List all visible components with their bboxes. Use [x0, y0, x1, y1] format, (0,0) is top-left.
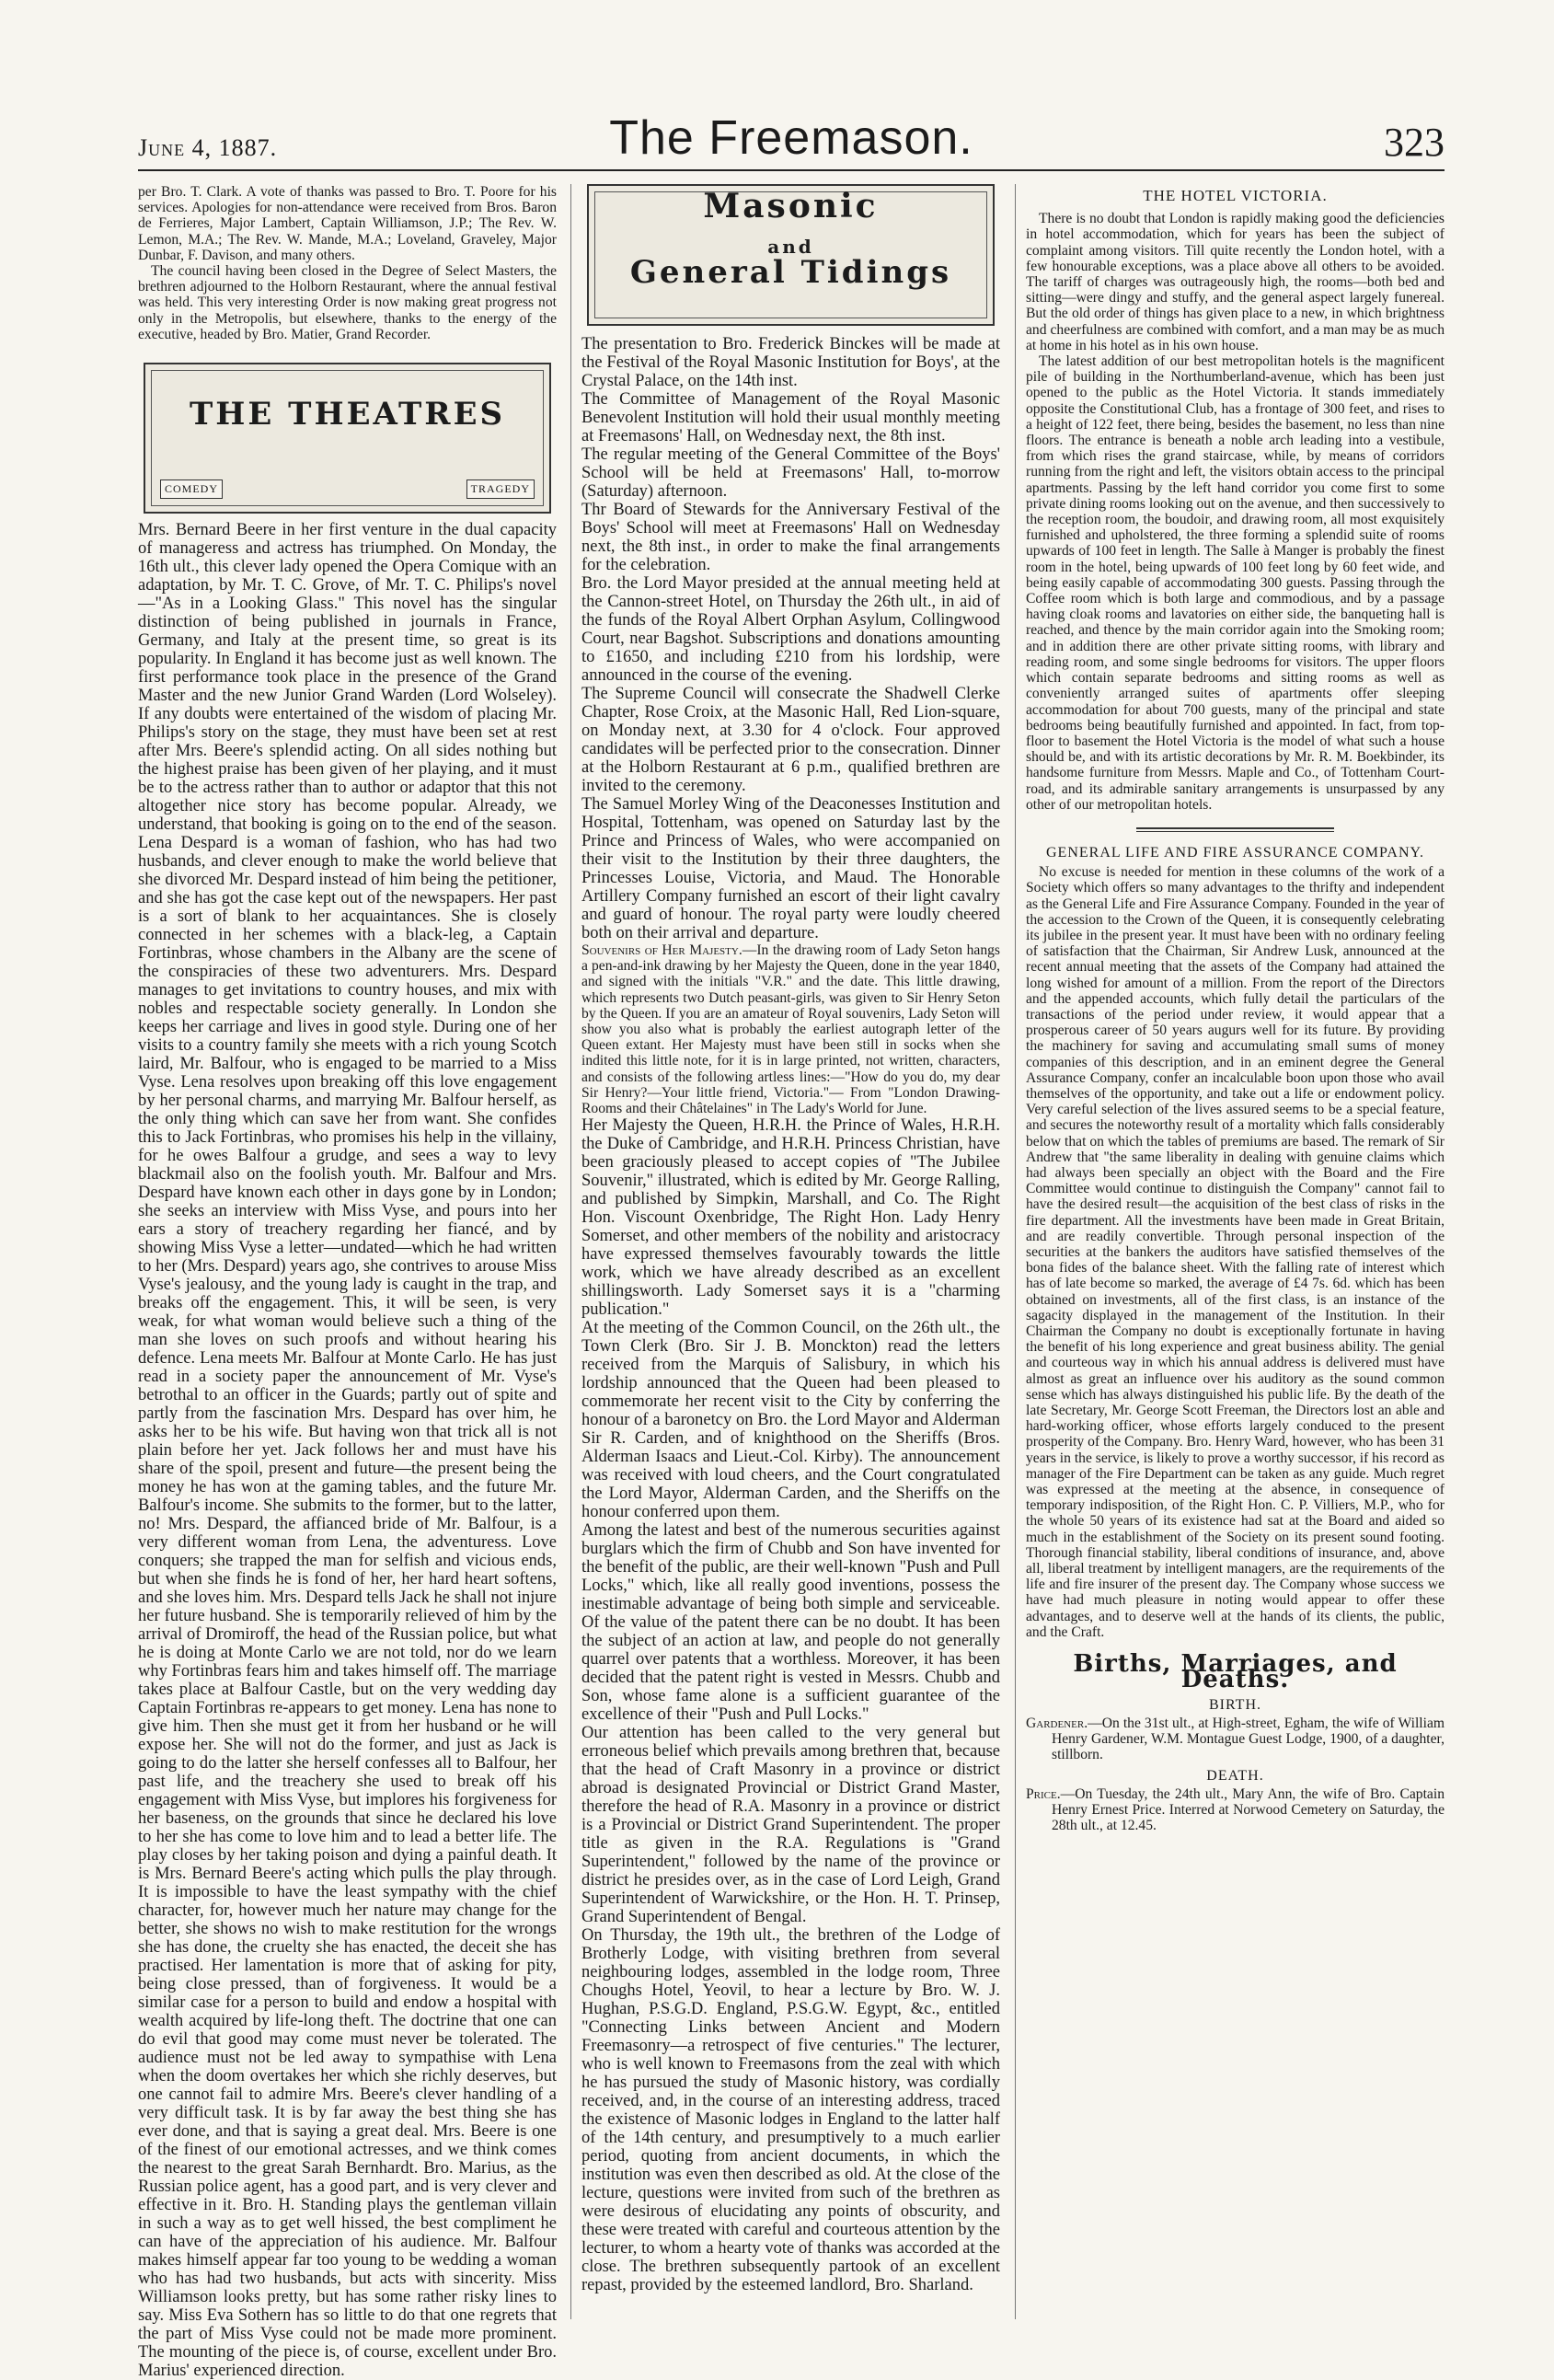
article-paragraph: per Bro. T. Clark. A vote of thanks was passed to Bro. T. Poore for his services. Apologies for non-attendance were received from Bros. Baron de Ferrieres, Major Lambert, Captain Williamson, J.P.; The Rev. W. Lemon, M.A.; The Rev. W. Mande, M.A.; Loveland, Graveley, Major Dunbar, F. Davison, and many others.: [138, 184, 557, 263]
section-heading: THE HOTEL VICTORIA.: [1143, 187, 1328, 204]
column-rule: [570, 184, 571, 2319]
theatre-review: Mrs. Bernard Beere in her first venture in the dual capacity of manageress and actress has triumphed. On Monday, the 16th ult., this clever lady opened the Opera Comique with an adaptation, by Mr. T. C. Grove, of Mr. T. C. Philips's novel—"As in a Looking Glass." This novel has the singular distinction of being published in journals in France, Germany, and Italy at the present time, so great is its popularity. In England it has become just as well known. The first performance took place in the presence of the Grand Master and the new Junior Grand Warden (Lord Wolseley). If any doubts were entertained of the wisdom of placing Mr. Philips's story on the stage, they must have been set at rest after Mrs. Beere's splendid acting. On all sides nothing but the highest praise has been given of her playing, and it must be to the actress rather than to author or adaptor that this not altogether nice story has become popular. Already, we understand, that booking is going on to the end of the season. Lena Despard is a woman of fashion, who has had two husbands, and clever enough to make the world believe that she divorced Mr. Despard instead of him being the petitioner, and she has got the case kept out of the newspapers. Her past is a sort of blank to her acquaintances. She is closely connected in her schemes with a black-leg, a Captain Fortinbras, whose chambers in the Albany are the scene of the conspiracies of these two adventurers. Mrs. Despard manages to get invitations to country houses, and mix with nobles and respectable society generally. In London she keeps her carriage and lives in good style. During one of her visits to a country family she meets with a rich young Scotch laird, Mr. Balfour, who is engaged to be married to a Miss Vyse. Lena resolves upon breaking off this love engagement by her personal charms, and marrying Mr. Balfour herself, as the only thing which can save her from want. She confides this to Jack Fortinbras, who promises his help in the villainy, for he owes Balfour a grudge, and sees a way to levy blackmail also on the foolish youth. Mr. Balfour and Mrs. Despard have known each other in days gone by in London; she seeks an interview with Miss Vyse, and pours into her ears a story of treachery regarding her fiancé, and by showing Miss Vyse a letter—undated—which he had written to her (Mrs. Despard) years ago, she contrives to arouse Miss Vyse's jealousy, and the young lady is caught in the trap, and breaks off the engagement. This, it will be seen, is very weak, for what woman would believe such a thing of the man she loves on such proofs and without hearing his defence. Lena meets Mr. Balfour at Monte Carlo. He has just read in a society paper the announcement of Mr. Vyse's betrothal to an officer in the Guards; partly out of spite and partly from the fascination Mrs. Despard has over him, he asks her to be his wife. But having won that trick all is not plain before her yet. Jack follows her and must have his share of the spoil, present and future—the present being the money he has won at the gaming tables, and the future Mr. Balfour's income. She submits to the former, but to the latter, no! Mrs. Despard, the affianced bride of Mr. Balfour, is a very different woman from Lena, the adventuress. Love conquers; she trapped the man for selfish and vicious ends, but when she finds he is fond of her, her hard heart softens, and she loves him. Mrs. Despard tells Jack he shall not injure her future husband. She is temporarily relieved of him by the arrival of Dromiroff, the head of the Russian police, but what he is doing at Monte Carlo we are not told, nor do we learn why Fortinbras fears him and takes himself off. The marriage takes place at Balfour Castle, but on the very wedding day Captain Fortinbras re-appears to get money. Lena has none to give him. Then she must get it from her husband or he will expose her. She will not do the former, and just as Jack is going to do the latter she herself confesses all to Balfour, her past life, and the treachery she used to break off his engagement with Miss Vyse, but implores his forgiveness for her baseness, on the grounds that since he declared his love to her she has come to love him and to lead a better life. The play closes by her taking poison and dying a painful death. It is Mrs. Bernard Beere's acting which pulls the play through. It is impossible to have the least sympathy with the chief character, for, however much her nature may change for the better, she shows no wish to make restitution for the wrongs she has done, the cruelty she has enacted, the deceit she has practised. Her lamentation is more that of asking for pity, being close pressed, than of forgiveness. It would be a similar case for a person to build and endow a hospital with wealth acquired by life-long theft. The doctrine that one can do evil that good may come must never be tolerated. The audience must not be led away to sympathise with Lena when the doom overtakes her which she richly deserves, but one cannot fail to admire Mrs. Beere's clever handling of a very difficult task. It is by far away the best thing she has ever done, and that is saying a great deal. Mrs. Beere is one of the finest of our emotional actresses, and we think comes the nearest to the great Sarah Bernhardt. Bro. Marius, as the Russian police agent, has a good part, and is very clever and effective in it. Bro. H. Standing plays the gentleman villain in such a way as to get well hissed, the best compliment he can have of the appreciation of his audience. Mr. Balfour makes himself appear far too young to be wedding a woman who has had two husbands, but acts with sincerity. Miss Williamson looks pretty, but has some rather risky lines to say. Miss Eva Sothern has so little to do that one regrets that the part of Miss Vyse could not be made more prominent. The mounting of the piece is, of course, excellent under Bro. Marius' experienced direction.: [138, 521, 557, 2380]
section-heading: GENERAL LIFE AND FIRE ASSURANCE COMPANY.: [1045, 844, 1425, 861]
death-notice: [1026, 1786, 1445, 1834]
column-1: [138, 184, 557, 2380]
page-number: 323: [1384, 120, 1445, 165]
tidings-item: Among the latest and best of the numerous securities against burglars which the firm of Chubb and Son have invented for the benefit of the public, are their well-known "Push and Pull Locks," which, like all really good inventions, possess the inestimable advantage of being both simple and serviceable. Of the value of the patent there can be no doubt. It has been the subject of an action at law, and people do not generally quarrel over patents that a worthless. Moreover, it has been decided that the patent right is vested in Messrs. Chubb and Son, whose fame alone is a sufficient guarantee of the excellence of their "Push and Pull Locks.": [581, 1521, 1000, 1725]
newspaper-page: [138, 110, 1445, 2380]
tidings-item: The Samuel Morley Wing of the Deaconesses Institution and Hospital, Tottenham, was opened on Saturday last by the Prince and Princess of Wales, who were accompanied on their visit to the Institution by their three daughters, the Princesses Louise, Victoria, and Maud. The Honorable Artillery Company furnished an escort of their light cavalry and guard of honour. The royal party were loudly cheered both on their arrival and departure.: [581, 795, 1000, 942]
tidings-item: Bro. the Lord Mayor presided at the annual meeting held at the Cannon-street Hotel, on Thursday the 26th ult., in aid of the funds of the Royal Albert Orphan Asylum, Collingwood Court, near Bagshot. Subscriptions and donations amounting to £1650, and including £210 from his lordship, were announced in the course of the evening.: [581, 574, 1000, 685]
masthead: [138, 110, 1445, 171]
column-2: [581, 184, 1000, 2324]
notice-text: —On the 31st ult., at High-street, Egham, the wife of William Henry Gardener, W.M. Montague Guest Lodge, 1900, of a daughter, stillborn.: [1052, 1715, 1445, 1763]
issue-date: June 4, 1887.: [138, 134, 278, 161]
masonic-tidings-banner: [587, 184, 995, 326]
tidings-item: [581, 942, 1000, 1116]
tidings-item: Our attention has been called to the very general but erroneous belief which prevails among brethren that, because that the head of Craft Masonry in a province or district abroad is designated Provincial or District Grand Master, therefore the head of R.A. Masonry in a province or district is a Provincial or District Grand Superintendent. The proper title as given in the R.A. Regulations is "Grand Superintendent," followed by the name of the province or district he presides over, as in the case of Lord Leigh, Grand Superintendent of Warwickshire, or the Hon. H. T. Prinsep, Grand Superintendent of Bengal.: [581, 1724, 1000, 1927]
newspaper-title: The Freemason.: [609, 111, 973, 165]
article-paragraph: The latest addition of our best metropolitan hotels is the magnificent pile of building in the Northumberland-avenue, which has been just opened to the public as the Hotel Victoria. It stands immediately opposite the Constitutional Club, has a frontage of 300 feet, and rises to a height of 122 feet, there being, besides the basement, no less than nine floors. The entrance is beneath a noble arch leading into a vestibule, from which rises the grand staircase, while, by means of corridors running from the right and left, the visitors obtain access to the principal apartments. Passing by the left hand corridor you come first to some private dining rooms looking out on the avenue, and then successively to the reception room, the boudoir, and drawing room, all most exquisitely furnished and upholstered, the three forming a splendid suite of rooms upwards of 100 feet in length. The Salle à Manger is probably the finest room in the hotel, being upwards of 100 feet long by 60 feet wide, and being easily capable of accommodating 300 guests. Passing through the Coffee room which is both large and commodious, and by a passage having cloak rooms and lavatories on either side, the banqueting hall is reached, and thence by the main corridor again into the Smoking room; and in addition there are other private sitting rooms, with library and reading room, and some single bedrooms for visitors. The upper floors which contain separate bedrooms and sitting rooms as well as conveniently arranged suites of apartments offer sleeping accommodation for about 700 guests, many of the principal and state bedrooms being beautifully furnished and appointed. In fact, from top-floor to basement the Hotel Victoria is the model of what such a house should be, and with its artistic decorations by Mr. R. M. Boekbinder, its handsome furniture from Messrs. Maple and Co., of Tottenham Court-road, and its admirable sanitary arrangements is unsurpassed by any other of our metropolitan hotels.: [1026, 353, 1445, 813]
tragedy-tag: TRAGEDY: [466, 479, 535, 499]
birth-heading: BIRTH.: [1208, 1697, 1262, 1714]
tidings-item: The Committee of Management of the Royal Masonic Benevolent Institution will hold their usual monthly meeting at Freemasons' Hall, on Wednesday next, the 8th inst.: [581, 390, 1000, 445]
tidings-item: At the meeting of the Common Council, on the 26th ult., the Town Clerk (Bro. Sir J. B. Monckton) read the letters received from the Marquis of Salisbury, in which his lordship announced that the Queen had been pleased to commemorate her recent visit to the City by conferring the honour of a baronetcy on Bro. the Lord Mayor and Alderman Sir R. Carden, and of knighthood on the Sheriffs (Bros. Alderman Isaacs and Lieut.-Col. Kirby). The announcement was received with loud cheers, and the Court congratulated the Lord Mayor, Alderman Carden, and the Sheriffs on the honour conferred upon them.: [581, 1319, 1000, 1522]
notice-text: —On Tuesday, the 24th ult., Mary Ann, the wife of Bro. Captain Henry Ernest Price. Interred at Norwood Cemetery on Saturday, the 28th ult., at 12.45.: [1052, 1785, 1445, 1833]
tidings-item: Thr Board of Stewards for the Anniversary Festival of the Boys' School will meet at Freemasons' Hall on Wednesday next, the 8th inst., in order to make the final arrangements for the celebration.: [581, 501, 1000, 574]
article-paragraph: There is no doubt that London is rapidly making good the deficiencies in hotel accommodation, which for years has been the subject of complaint among visitors. Till quite recently the London hotel, with a few honourable exceptions, was a place above all others to be avoided. The tariff of charges was outrageously high, the rooms—both bed and sitting—were dingy and stuffy, and the general aspect largely funereal. But the old order of things has given place to a new, in which brightness and cheerfulness are combined with comfort, and a man may be as much at home in his hotel as in his own house.: [1026, 211, 1445, 353]
death-heading: DEATH.: [1206, 1768, 1264, 1785]
article-paragraph: The council having been closed in the Degree of Select Masters, the brethren adjourned to the Holborn Restaurant, where the annual festival was held. This very interesting Order is now making great progress not only in the Metropolis, but elsewhere, thanks to the energy of the executive, headed by Bro. Matier, Grand Recorder.: [138, 263, 557, 342]
tidings-item: On Thursday, the 19th ult., the brethren of the Lodge of Brotherly Lodge, with visiting brethren from several neighbouring lodges, assembled in the lodge room, Three Choughs Hotel, Yeovil, to hear a lecture by Bro. W. J. Hughan, P.S.G.D. England, P.S.G.W. Egypt, &c., entitled "Connecting Links between Ancient and Modern Freemasonry—a retrospect of five centuries." The lecturer, who is well known to Freemasons from the zeal with which he has pursued the study of Masonic history, was cordially received, and, in the course of an interesting address, traced the existence of Masonic lodges in England to the latter half of the 14th century, and presumptively to a much earlier period, quoting from ancient documents, in which the institution was even then described as old. At the close of the lecture, questions were invited from such of the brethren as were desirous of elucidating any points of obscurity, and these were treated with careful and courteous attention by the lecturer, to whom a hearty vote of thanks was accorded at the close. The brethren subsequently partook of an excellent repast, provided by the esteemed landlord, Bro. Sharland.: [581, 1926, 1000, 2295]
tidings-item: The regular meeting of the General Committee of the Boys' School will be held at Freemasons' Hall, to-morrow (Saturday) afternoon.: [581, 445, 1000, 501]
births-marriages-deaths-heading: Births, Marriages, and Deaths.: [1073, 1650, 1398, 1694]
tidings-item: Her Majesty the Queen, H.R.H. the Prince of Wales, H.R.H. the Duke of Cambridge, and H.R.H. Princess Christian, have been graciously pleased to accept copies of "The Jubilee Souvenir," illustrated, which is edited by Mr. George Ralling, and published by Simpkin, Marshall, and Co. The Right Hon. Viscount Oxenbridge, The Right Hon. Lady Henry Somerset, and other members of the nobility and aristocracy have expressed themselves favourably towards the little work, which we have already described as an excellent shillingsworth. Lady Somerset says it is a "charming publication.": [581, 1116, 1000, 1320]
comedy-tag: COMEDY: [160, 479, 223, 499]
article-paragraph: No excuse is needed for mention in these columns of the work of a Society which offers so many advantages to the thrifty and independent as the General Life and Fire Assurance Company. Founded in the year of the accession to the Crown of the Queen, it is consequently celebrating its jubilee in the present year. It must have been with no ordinary feeling of satisfaction that the Chairman, Sir Andrew Lusk, announced at the recent annual meeting that the assets of the Company had attained the long wished for amount of a million. From the report of the Directors and the appended accounts, which fully detail the particulars of the transactions of the period under review, it would appear that a prosperous career of 50 years augurs well for its future. By providing the machinery for saving and accumulating small sums of money companies of this description, and in an eminent degree the General Assurance Company, confer an incalculable boon upon those who avail themselves of the opportunity, and take out a life or endowment policy. Very careful selection of the lives assured seems to be a special feature, and secures the noteworthy result of a mortality which falls considerably below that on which the tables of premiums are based. The remark of Sir Andrew that "the same liberality in dealing with genuine claims which had always been specially an object with the Board and the Fire Committee would continue to distinguish the Company" cannot fail to have the desired result—the acquisition of the best class of risks in the fire department. All the investments have been made in Great Britain, and are readily convertible. Through personal inspection of the securities at the bankers the auditors have satisfied themselves of the bona fides of the balance sheet. With the falling rate of interest which has of late become so marked, the average of £4 7s. 6d. which has been obtained on investments, all of the first class, is an instance of the sagacity displayed in the management of the Institution. In their Chairman the Company no doubt is exceptionally fortunate in having the benefit of his long experience and great business ability. The genial and courteous way in which his annual address is delivered must have almost as great an influence over his auditory as the sound common sense which has always distinguished his public life. By the death of the late Secretary, Mr. George Scott Freeman, the Directors lost an able and hard-working officer, whose efforts largely conduced to the present prosperity of the Company. Bro. Henry Ward, however, who has been 31 years in the service, is likely to prove a worthy successor, if his record as manager of the Fire Department can be taken as any guide. Much regret was expressed at the meeting at the absence, in consequence of temporary indisposition, of the Right Hon. C. P. Villiers, M.P., who for the whole 50 years of its existence had sat at the Board and aided so much in the establishment of the Society on its present sound footing. Thorough financial stability, liberal conditions of insurance, and, above all, liberal treatment by intelligent managers, are the requirements of the life and fire insurer of the present day. The Company whose success we have had much pleasure in noting would appear to offer these advantages, and to deserve well at the hands of its clients, the public, and the Craft.: [1026, 864, 1445, 1640]
birth-notice: [1026, 1716, 1445, 1763]
columns: [138, 184, 1445, 2380]
tidings-item: The Supreme Council will consecrate the Shadwell Clerke Chapter, Rose Croix, at the Masonic Hall, Red Lion-square, on Monday next, at 3.30 for 4 o'clock. Four approved candidates will be perfected prior to the consecration. Dinner at the Holborn Restaurant at 6 p.m., qualified brethren are invited to the ceremony.: [581, 685, 1000, 795]
theatres-banner-title: THE THEATRES: [189, 396, 506, 433]
notice-name: Gardener.: [1026, 1715, 1088, 1731]
theatres-banner: [144, 363, 551, 514]
notice-name: Price.: [1026, 1785, 1061, 1802]
banner-line-general-tidings: General Tidings: [629, 254, 952, 291]
banner-line-masonic: Masonic: [703, 187, 879, 225]
item-lead: Souvenirs of Her Majesty.: [581, 942, 742, 958]
column-3: [1026, 184, 1445, 2324]
section-rule: [1136, 827, 1334, 832]
banner-line-and: and: [767, 236, 814, 258]
item-text: —In the drawing room of Lady Seton hangs a pen-and-ink drawing by her Majesty the Queen, done in the year 1840, and signed with the initials "V.R." and the date. This little drawing, which represents two Dutch peasant-girls, was given to Sir Henry Seton by the Queen. If you are an amateur of Royal souvenirs, Lady Seton will show you also what is probably the earliest autograph letter of the Queen extant. Her Majesty must have been still in socks when she indited this little note, for it is in large printed, not written, characters, and consists of the following artless lines:—"How do you do, my dear Sir Henry?—Your little friend, Victoria."— From "London Drawing-Rooms and their Châtelaines" in The Lady's World for June.: [581, 942, 1000, 1117]
column-rule: [1015, 184, 1016, 2319]
tidings-item: The presentation to Bro. Frederick Binckes will be made at the Festival of the Royal Masonic Institution for Boys', at the Crystal Palace, on the 14th inst.: [581, 335, 1000, 390]
